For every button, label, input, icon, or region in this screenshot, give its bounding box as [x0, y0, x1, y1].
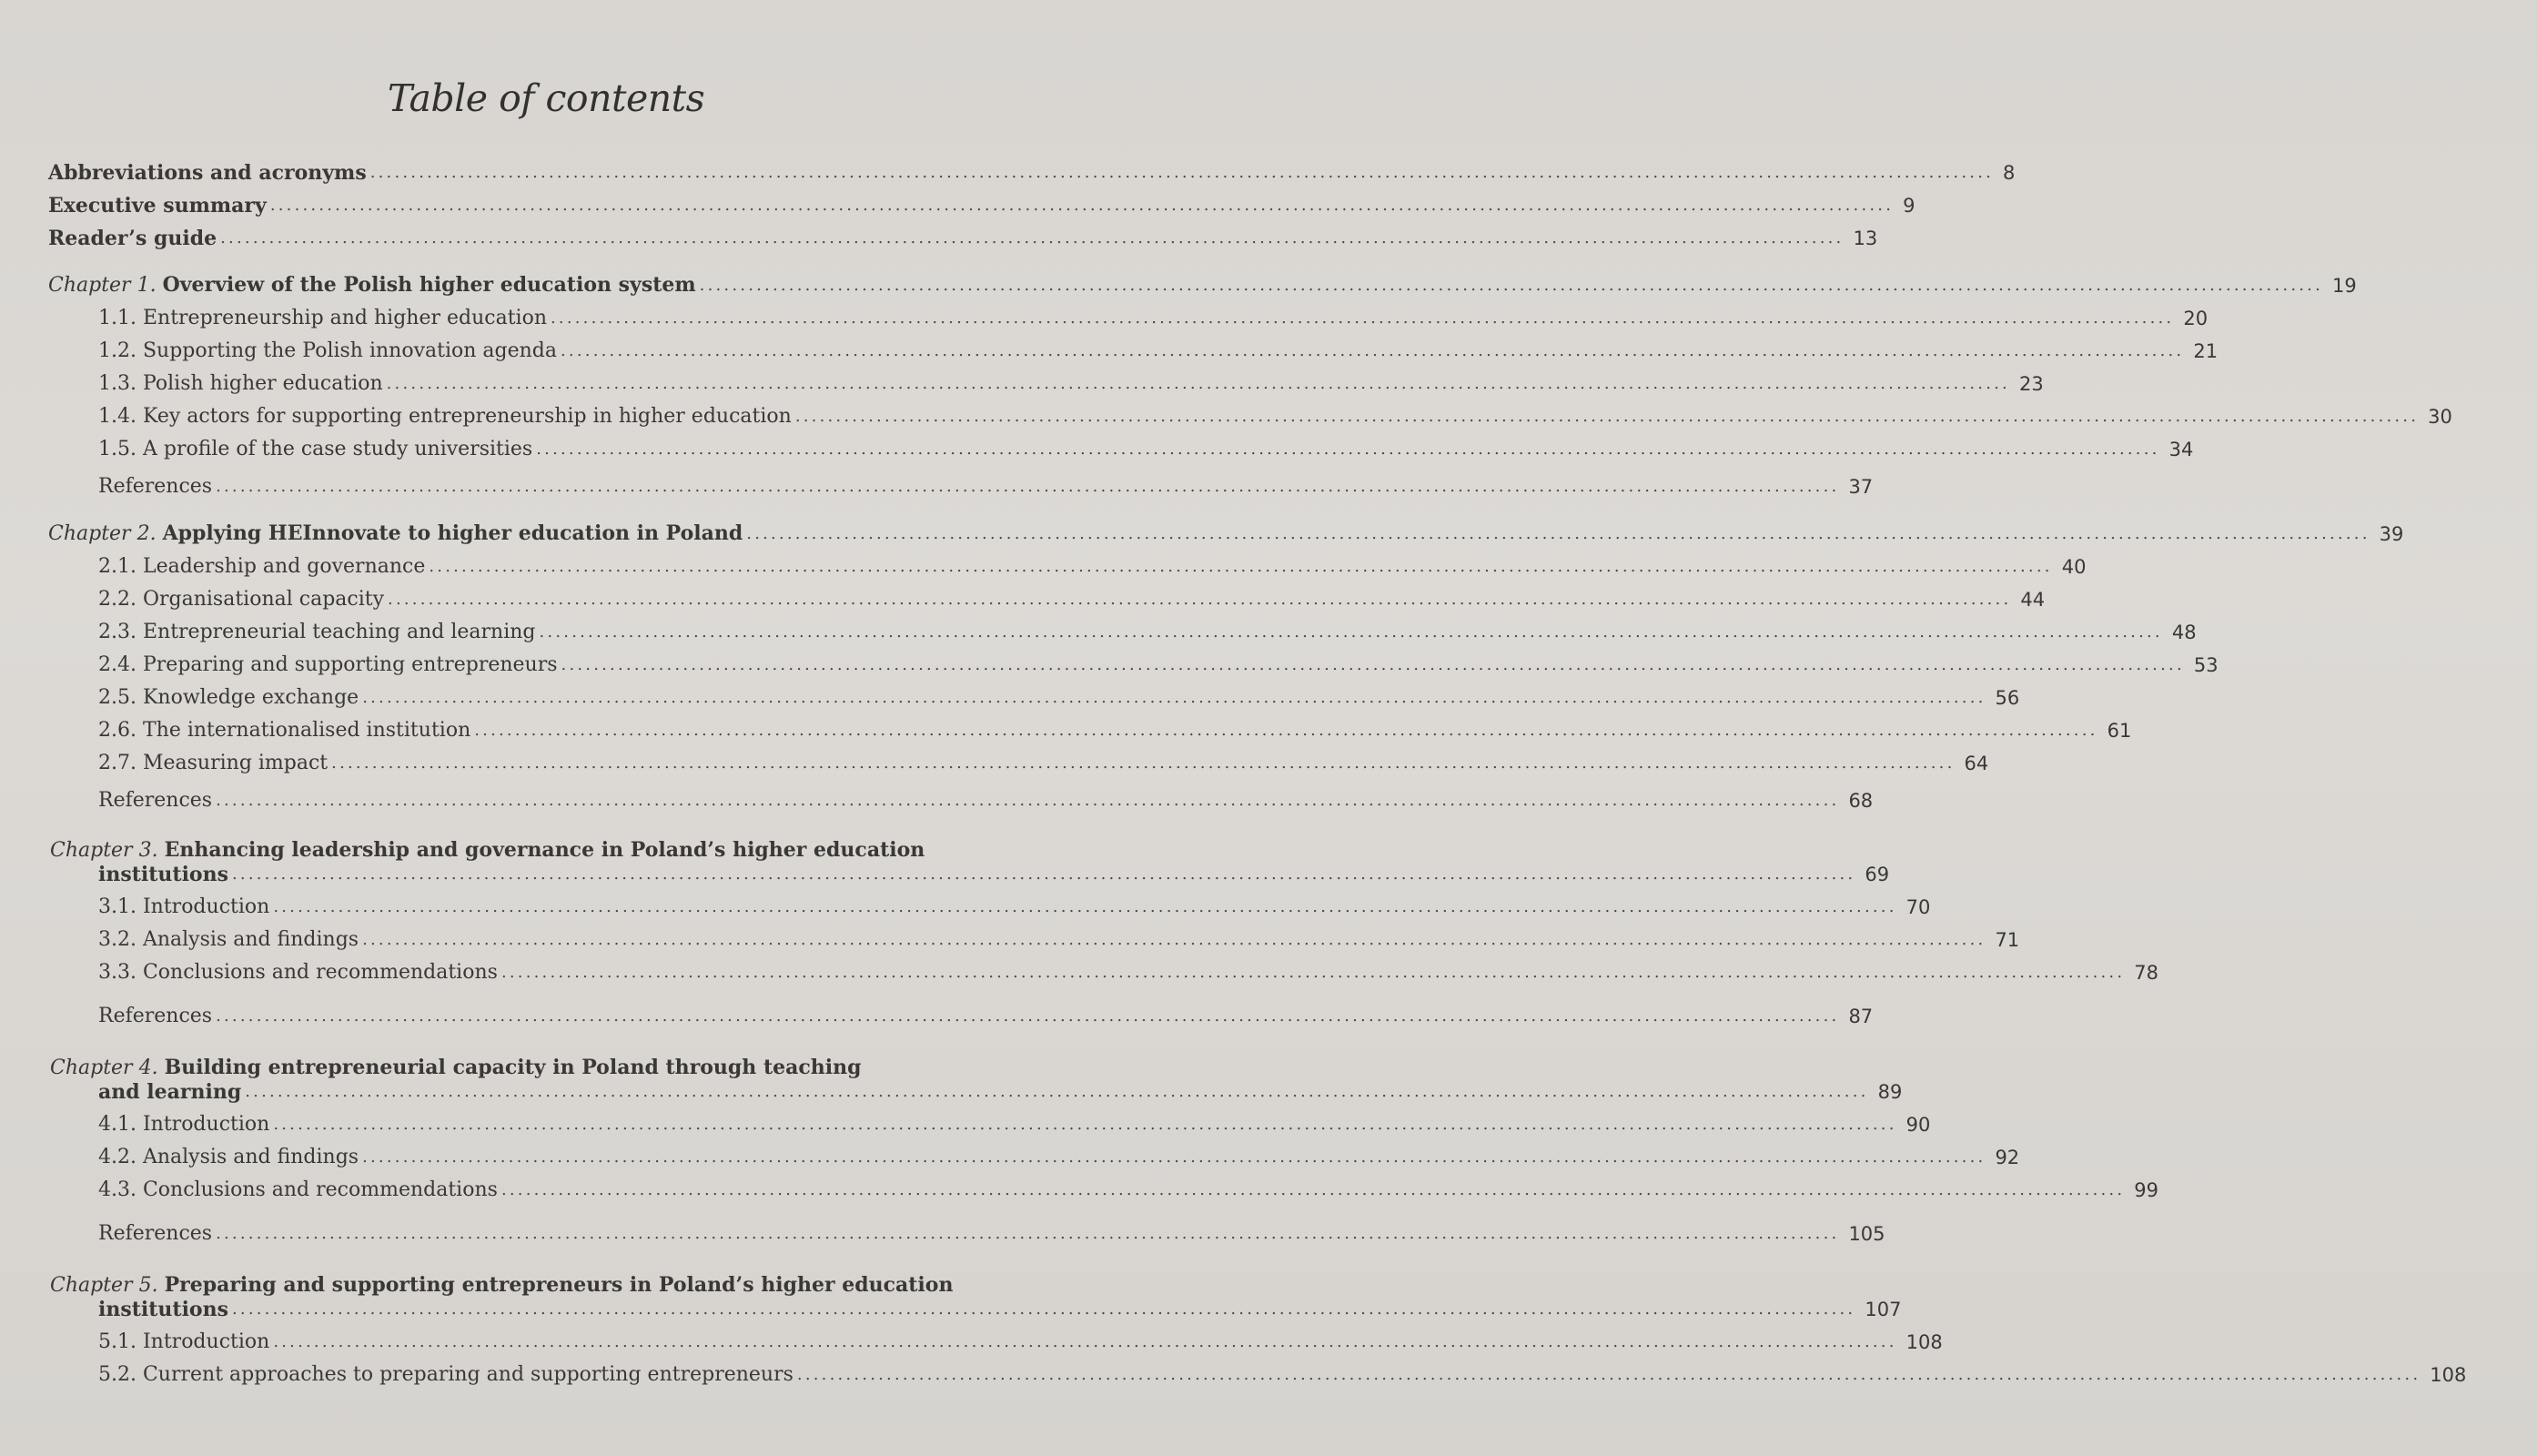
page-number: 34 [2168, 439, 2194, 460]
toc-section[interactable] [0, 710, 2132, 743]
page-title: Table of contents [387, 76, 705, 120]
page-number: 107 [1865, 1299, 1902, 1320]
toc-chapter-2[interactable] [0, 513, 2404, 546]
dot-leader: ........................................................................................................................................................................................................ [386, 374, 2010, 393]
page-number: 70 [1905, 896, 1931, 918]
entry-label: 1.5. A profile of the case study universities [98, 438, 533, 460]
chapter-title: Building entrepreneurial capacity in Poland through teaching [164, 1056, 862, 1079]
page-number: 9 [1903, 195, 1915, 217]
page-number: 37 [1848, 476, 1874, 498]
entry-label: 1.3. Polish higher education [98, 372, 383, 395]
entry-label: References [98, 789, 213, 812]
dot-leader: ........................................................................................................................................................................................................ [216, 791, 1840, 810]
dot-leader: ........................................................................................................................................................................................................ [699, 276, 2324, 295]
page-number: 8 [2003, 162, 2016, 184]
toc-section[interactable] [0, 1169, 2159, 1202]
toc-section[interactable] [0, 1321, 1943, 1354]
dot-leader: ........................................................................................................................................................................................................ [536, 440, 2160, 459]
entry-label: 1.1. Entrepreneurship and higher education [98, 307, 547, 329]
page-number: 39 [2379, 523, 2404, 545]
chapter-prefix: Chapter 5. [50, 1274, 158, 1297]
page-number: 21 [2193, 340, 2219, 362]
entry-label: Reader’s guide [48, 227, 217, 250]
page-number: 40 [2061, 556, 2087, 578]
dot-leader: ........................................................................................................................................................................................................ [746, 524, 2370, 543]
page-number: 99 [2134, 1179, 2159, 1201]
page-number: 13 [1853, 228, 1878, 249]
dot-leader: ........................................................................................................................................................................................................ [500, 963, 2126, 982]
toc-section[interactable] [0, 743, 1989, 775]
chapter-title-continued: and learning [98, 1080, 242, 1104]
entry-label: 3.1. Introduction [98, 895, 270, 918]
chapter-prefix: Chapter 1. [48, 274, 157, 297]
chapter-title: Enhancing leadership and governance in Poland’s higher education [164, 838, 925, 862]
entry-label: Executive summary [48, 194, 267, 217]
toc-chapter-1[interactable] [0, 265, 2357, 298]
dot-leader: ........................................................................................................................................................................................................ [232, 864, 1856, 884]
entry-label: 4.3. Conclusions and recommendations [98, 1178, 498, 1201]
entry-label: References [98, 475, 213, 498]
toc-section[interactable] [0, 612, 2197, 644]
entry-label: 5.1. Introduction [98, 1330, 270, 1353]
page-number: 19 [2332, 275, 2357, 297]
chapter-prefix: Chapter 4. [50, 1057, 158, 1079]
dot-leader: ........................................................................................................................................................................................................ [362, 1148, 1986, 1167]
toc-section[interactable] [0, 330, 2219, 363]
page-number: 53 [2193, 654, 2219, 676]
toc-section[interactable] [0, 1354, 2467, 1387]
toc-chapter-4[interactable] [0, 1071, 1903, 1104]
entry-label: 2.7. Measuring impact [98, 752, 328, 774]
chapter-title-continued: institutions [98, 1298, 228, 1321]
toc-section[interactable] [0, 919, 2020, 952]
toc-section[interactable] [0, 429, 2194, 461]
dot-leader: ........................................................................................................................................................................................................ [220, 228, 1845, 248]
dot-leader: ........................................................................................................................................................................................................ [539, 622, 2163, 642]
entry-label: 4.2. Analysis and findings [98, 1146, 359, 1168]
chapter-title: Applying HEInnovate to higher education in Poland [162, 521, 743, 545]
dot-leader: ........................................................................................................................................................................................................ [273, 1332, 1897, 1351]
chapter-title: Preparing and supporting entrepreneurs in Poland’s higher education [164, 1273, 954, 1297]
dot-leader: ........................................................................................................................................................................................................ [216, 1006, 1840, 1026]
chapter-prefix: Chapter 2. [48, 522, 157, 545]
page-number: 89 [1877, 1081, 1903, 1103]
page-number: 69 [1865, 864, 1890, 885]
page-number: 30 [2428, 406, 2452, 428]
entry-label: 2.5. Knowledge exchange [98, 686, 359, 709]
toc-references[interactable] [0, 780, 1874, 813]
page-number: 56 [1995, 687, 2020, 709]
dot-leader: ........................................................................................................................................................................................................ [273, 1115, 1897, 1134]
dot-leader: ........................................................................................................................................................................................................ [388, 590, 2012, 609]
dot-leader: ........................................................................................................................................................................................................ [245, 1082, 1869, 1101]
toc-section[interactable] [0, 546, 2087, 579]
entry-label: 5.2. Current approaches to preparing and supporting entrepreneurs [98, 1363, 793, 1386]
page-number: 87 [1848, 1006, 1874, 1027]
dot-leader: ........................................................................................................................................................................................................ [216, 1224, 1840, 1243]
dot-leader: ........................................................................................................................................................................................................ [500, 1180, 2126, 1199]
toc-section[interactable] [0, 677, 2020, 710]
entry-label: 4.1. Introduction [98, 1113, 270, 1136]
page-number: 92 [1995, 1147, 2020, 1168]
entry-label: 2.6. The internationalised institution [98, 719, 471, 742]
page-number: 44 [2020, 589, 2046, 611]
toc-entry-abbreviations[interactable] [0, 152, 2016, 185]
entry-label: 2.2. Organisational capacity [98, 588, 385, 611]
page-number: 61 [2107, 720, 2132, 742]
page-number: 71 [1995, 929, 2020, 951]
dot-leader: ........................................................................................................................................................................................................ [561, 655, 2185, 674]
toc-section[interactable] [0, 579, 2046, 612]
toc-entry-executive-summary[interactable] [0, 185, 1915, 217]
entry-label: Abbreviations and acronyms [48, 161, 367, 185]
toc-references[interactable] [0, 466, 1874, 499]
toc-section[interactable] [0, 1137, 2020, 1169]
page-number: 64 [1964, 753, 1989, 774]
dot-leader: ........................................................................................................................................................................................................ [331, 753, 1956, 773]
entry-label: 1.2. Supporting the Polish innovation agenda [98, 339, 558, 362]
entry-label: 1.4. Key actors for supporting entrepreneurship in higher education [98, 405, 792, 428]
toc-section[interactable] [0, 1104, 1931, 1137]
entry-label: 3.2. Analysis and findings [98, 928, 359, 951]
dot-leader: ........................................................................................................................................................................................................ [362, 930, 1986, 949]
entry-label: 2.3. Entrepreneurial teaching and learning [98, 621, 536, 643]
page-number: 108 [1905, 1331, 1943, 1353]
toc-chapter-3[interactable] [0, 854, 1890, 886]
toc-chapter-5[interactable] [0, 1289, 1902, 1321]
dot-leader: ........................................................................................................................................................................................................ [273, 897, 1897, 916]
dot-leader: ........................................................................................................................................................................................................ [551, 308, 2175, 328]
page-number: 90 [1905, 1114, 1931, 1136]
dot-leader: ........................................................................................................................................................................................................ [474, 721, 2098, 740]
toc-references[interactable] [0, 996, 1874, 1028]
dot-leader: ........................................................................................................................................................................................................ [794, 407, 2420, 426]
chapter-title: Overview of the Polish higher education system [162, 273, 696, 297]
entry-label: References [98, 1222, 213, 1245]
page-number: 108 [2430, 1364, 2467, 1386]
entry-label: 2.4. Preparing and supporting entrepreneurs [98, 653, 558, 676]
dot-leader: ........................................................................................................................................................................................................ [796, 1365, 2421, 1384]
dot-leader: ........................................................................................................................................................................................................ [369, 163, 1995, 182]
toc-section[interactable] [0, 396, 2452, 429]
page-number: 20 [2183, 308, 2209, 329]
toc-references[interactable] [0, 1213, 1885, 1246]
page-number: 48 [2171, 622, 2197, 643]
dot-leader: ........................................................................................................................................................................................................ [269, 196, 1895, 215]
toc-section[interactable] [0, 952, 2159, 985]
entry-label: 3.3. Conclusions and recommendations [98, 961, 498, 984]
toc-entry-readers-guide[interactable] [0, 217, 1878, 250]
entry-label: 2.1. Leadership and governance [98, 555, 426, 578]
page-number: 23 [2018, 373, 2044, 395]
dot-leader: ........................................................................................................................................................................................................ [362, 688, 1986, 707]
dot-leader: ........................................................................................................................................................................................................ [232, 1299, 1856, 1319]
toc-section[interactable] [0, 363, 2044, 396]
chapter-title-continued: institutions [98, 863, 228, 886]
dot-leader: ........................................................................................................................................................................................................ [429, 557, 2053, 576]
toc-section[interactable] [0, 886, 1931, 919]
page-number: 78 [2134, 962, 2159, 984]
dot-leader: ........................................................................................................................................................................................................ [216, 477, 1840, 496]
toc-section[interactable] [0, 644, 2219, 677]
dot-leader: ........................................................................................................................................................................................................ [561, 341, 2185, 360]
page-number: 68 [1848, 790, 1874, 812]
entry-label: References [98, 1005, 213, 1027]
toc-section[interactable] [0, 298, 2209, 330]
chapter-prefix: Chapter 3. [50, 839, 158, 862]
page-number: 105 [1848, 1223, 1885, 1245]
